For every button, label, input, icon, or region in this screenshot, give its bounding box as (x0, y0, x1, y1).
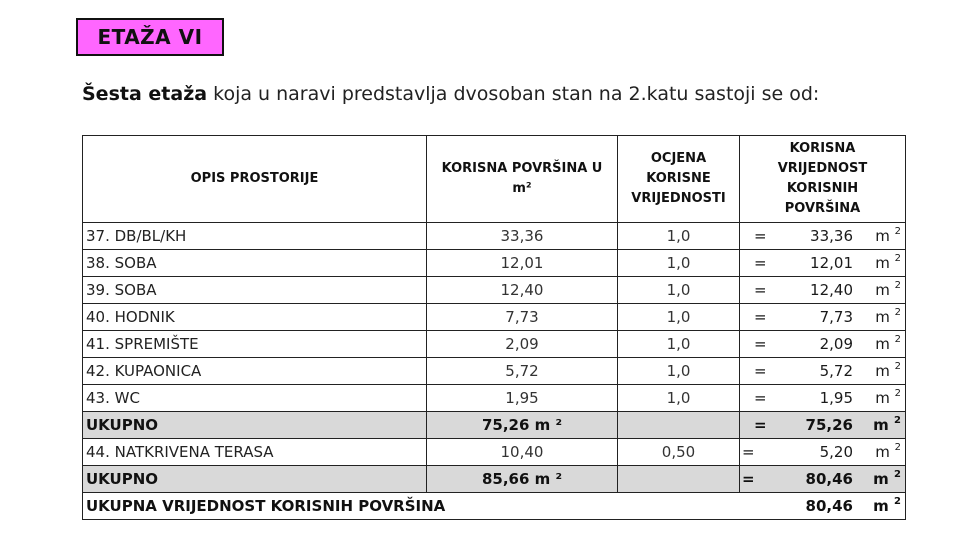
room-rating: 1,0 (618, 385, 740, 412)
room-value: 12,01 (810, 254, 853, 272)
equals-sign: = (754, 308, 767, 326)
equals-sign: = (754, 227, 767, 245)
subtotal-row-2 (83, 466, 906, 493)
table-row (83, 385, 906, 412)
terrace-area: 10,40 (427, 439, 618, 466)
room-area: 33,36 (427, 223, 618, 250)
room-value: 33,36 (810, 227, 853, 245)
equals-sign: = (754, 362, 767, 380)
intro-text (82, 83, 819, 105)
terrace-name: 44. NATKRIVENA TERASA (83, 439, 427, 466)
grand-total-value: 80,46 (805, 497, 853, 515)
grand-total-value-cell (740, 493, 906, 520)
equals-sign: = (754, 254, 767, 272)
room-name: 38. SOBA (83, 250, 427, 277)
section-title: ETAŽA VI (76, 18, 224, 56)
room-name: 41. SPREMIŠTE (83, 331, 427, 358)
header-area: KORISNA POVRŠINA U m² (427, 136, 618, 223)
subtotal2-area: 85,66 m ² (427, 466, 618, 493)
table-row (83, 250, 906, 277)
terrace-value: 5,20 (819, 443, 853, 461)
room-value: 12,40 (810, 281, 853, 299)
room-name: 42. KUPAONICA (83, 358, 427, 385)
subtotal-label: UKUPNO (83, 412, 427, 439)
room-value-cell (740, 250, 906, 277)
area-table (82, 135, 906, 520)
subtotal-rating (618, 412, 740, 439)
unit-label: m $^2$ (875, 226, 901, 245)
unit-label: m $^2$ (873, 496, 901, 515)
unit-label: m $^2$ (875, 253, 901, 272)
room-value: 2,09 (819, 335, 853, 353)
room-area: 12,01 (427, 250, 618, 277)
subtotal2-value-cell (740, 466, 906, 493)
room-area: 12,40 (427, 277, 618, 304)
room-value-cell (740, 358, 906, 385)
unit-label: m $^2$ (875, 442, 901, 461)
subtotal2-rating (618, 466, 740, 493)
unit-label: m $^2$ (875, 361, 901, 380)
room-value-cell (740, 223, 906, 250)
table-row (83, 277, 906, 304)
unit-label: m $^2$ (873, 415, 901, 434)
header-room: OPIS PROSTORIJE (83, 136, 427, 223)
subtotal-value: 75,26 (805, 416, 853, 434)
room-area: 1,95 (427, 385, 618, 412)
subtotal-area: 75,26 m ² (427, 412, 618, 439)
equals-sign: = (754, 281, 767, 299)
room-value: 1,95 (819, 389, 853, 407)
room-name: 39. SOBA (83, 277, 427, 304)
room-value: 5,72 (819, 362, 853, 380)
room-name: 43. WC (83, 385, 427, 412)
terrace-rating: 0,50 (618, 439, 740, 466)
table-row (83, 358, 906, 385)
room-value-cell (740, 385, 906, 412)
room-value-cell (740, 277, 906, 304)
equals-sign: = (742, 443, 755, 461)
table-row (83, 304, 906, 331)
equals-sign: = (742, 470, 755, 488)
header-rating: OCJENA KORISNE VRIJEDNOSTI (618, 136, 740, 223)
room-area: 5,72 (427, 358, 618, 385)
subtotal-row (83, 412, 906, 439)
unit-label: m $^2$ (875, 334, 901, 353)
room-rating: 1,0 (618, 223, 740, 250)
unit-label: m $^2$ (875, 388, 901, 407)
unit-label: m $^2$ (873, 469, 901, 488)
intro-bold: Šesta etaža (82, 83, 208, 105)
table-row (83, 331, 906, 358)
subtotal-value-cell (740, 412, 906, 439)
terrace-value-cell (740, 439, 906, 466)
room-rating: 1,0 (618, 250, 740, 277)
grand-total-row (83, 493, 906, 520)
header-value: KORISNA VRIJEDNOST KORISNIH POVRŠINA (740, 136, 906, 223)
terrace-row (83, 439, 906, 466)
unit-label: m $^2$ (875, 307, 901, 326)
room-area: 2,09 (427, 331, 618, 358)
table-row (83, 223, 906, 250)
equals-sign: = (754, 389, 767, 407)
room-value-cell (740, 331, 906, 358)
intro-rest: koja u naravi predstavlja dvosoban stan na 2.katu sastoji se od: (207, 83, 820, 105)
equals-sign: = (754, 335, 767, 353)
room-name: 37. DB/BL/KH (83, 223, 427, 250)
subtotal2-label: UKUPNO (83, 466, 427, 493)
grand-total-label: UKUPNA VRIJEDNOST KORISNIH POVRŠINA (83, 493, 740, 520)
room-area: 7,73 (427, 304, 618, 331)
room-name: 40. HODNIK (83, 304, 427, 331)
equals-sign: = (754, 416, 767, 434)
table-header-row (83, 136, 906, 223)
room-value: 7,73 (819, 308, 853, 326)
room-rating: 1,0 (618, 304, 740, 331)
unit-label: m $^2$ (875, 280, 901, 299)
subtotal2-value: 80,46 (805, 470, 853, 488)
room-value-cell (740, 304, 906, 331)
room-rating: 1,0 (618, 331, 740, 358)
room-rating: 1,0 (618, 277, 740, 304)
room-rating: 1,0 (618, 358, 740, 385)
